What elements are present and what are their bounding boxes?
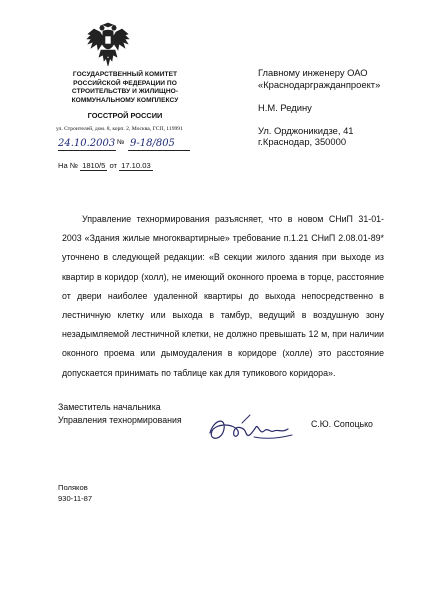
body-line: Управление технормирования разъясняет, что в новом СНиП 31-01- [82,214,384,224]
recipient-spacer [258,113,380,125]
org-line: КОММУНАЛЬНОМУ КОМПЛЕКСУ [71,96,179,104]
organization-name [60,71,190,105]
number-underline [128,150,190,151]
registration-line [58,138,192,152]
body-paragraph [62,210,384,383]
number-sign: № [117,139,125,146]
gosstroy-title: ГОССТРОЙ РОССИИ [87,111,163,120]
recipient-line: Н.М. Редину [258,101,312,113]
signatory-name: С.Ю. Сопоцько [311,419,373,429]
org-address: ул. Строителей, дом. 8, корп. 2, Москва, ГСП, 119991 [56,126,183,132]
body-line: незадымляемой лестничной клетки, не должно превышать 12 м, при наличии [62,329,384,340]
signatory-title [58,401,182,426]
org-line: СТРОИТЕЛЬСТВУ И ЖИЛИЩНО- [71,88,179,96]
ref-from: от [109,161,117,170]
ref-prefix: На № [58,161,78,170]
reference-line [58,161,153,171]
signatory-title-line: Заместитель начальника [58,402,161,412]
org-line: ГОСУДАРСТВЕННЫЙ КОМИТЕТ [72,71,178,78]
signatory-title-line: Управления технормирования [58,414,182,425]
body-line: уточнено в следующей редакции: «В секции жилого здания при выходе из [62,252,384,263]
registration-number: 9-18/805 [130,138,175,149]
body-line: квартир в коридор (холл), не имеющий оконного проема в торце, расстояние [62,271,384,282]
body-line: 2003 «Здания жилые многоквартирные» требование п.1.21 СНиП 2.08.01-89* [62,233,384,244]
executor-name: Поляков [58,483,88,492]
body-line: допускается принимать по таблице как для тупикового коридора». [62,367,336,378]
body-line: от двери наиболее удаленной квартиры до выхода непосредственно в [62,290,384,301]
recipient-line: Главному инженеру ОАО [258,67,368,78]
recipient-line: «Краснодаргражданпроект» [258,78,381,90]
coat-of-arms-icon [84,22,132,70]
handwritten-signature [204,411,300,449]
recipient-spacer [258,90,380,102]
recipient-line: г.Краснодар, 350000 [258,136,347,147]
body-line: оконного проема или дымоудаления в коридоре (холле) это расстояние [62,348,384,359]
date-underline [58,150,116,151]
ref-number: 1810/5 [82,161,106,170]
registration-date: 24.10.2003 [58,138,116,149]
body-line: лестничную клетку или выхода в тамбур, ведущий в воздушную зону [62,310,384,321]
org-line: РОССИЙСКОЙ ФЕДЕРАЦИИ ПО [73,79,177,87]
ref-date: 17.10.03 [121,161,151,170]
recipient-line: Ул. Орджоникидзе, 41 [258,124,354,136]
recipient-block [258,67,380,148]
executor-block [58,483,92,504]
executor-phone: 930-11-87 [58,493,93,503]
